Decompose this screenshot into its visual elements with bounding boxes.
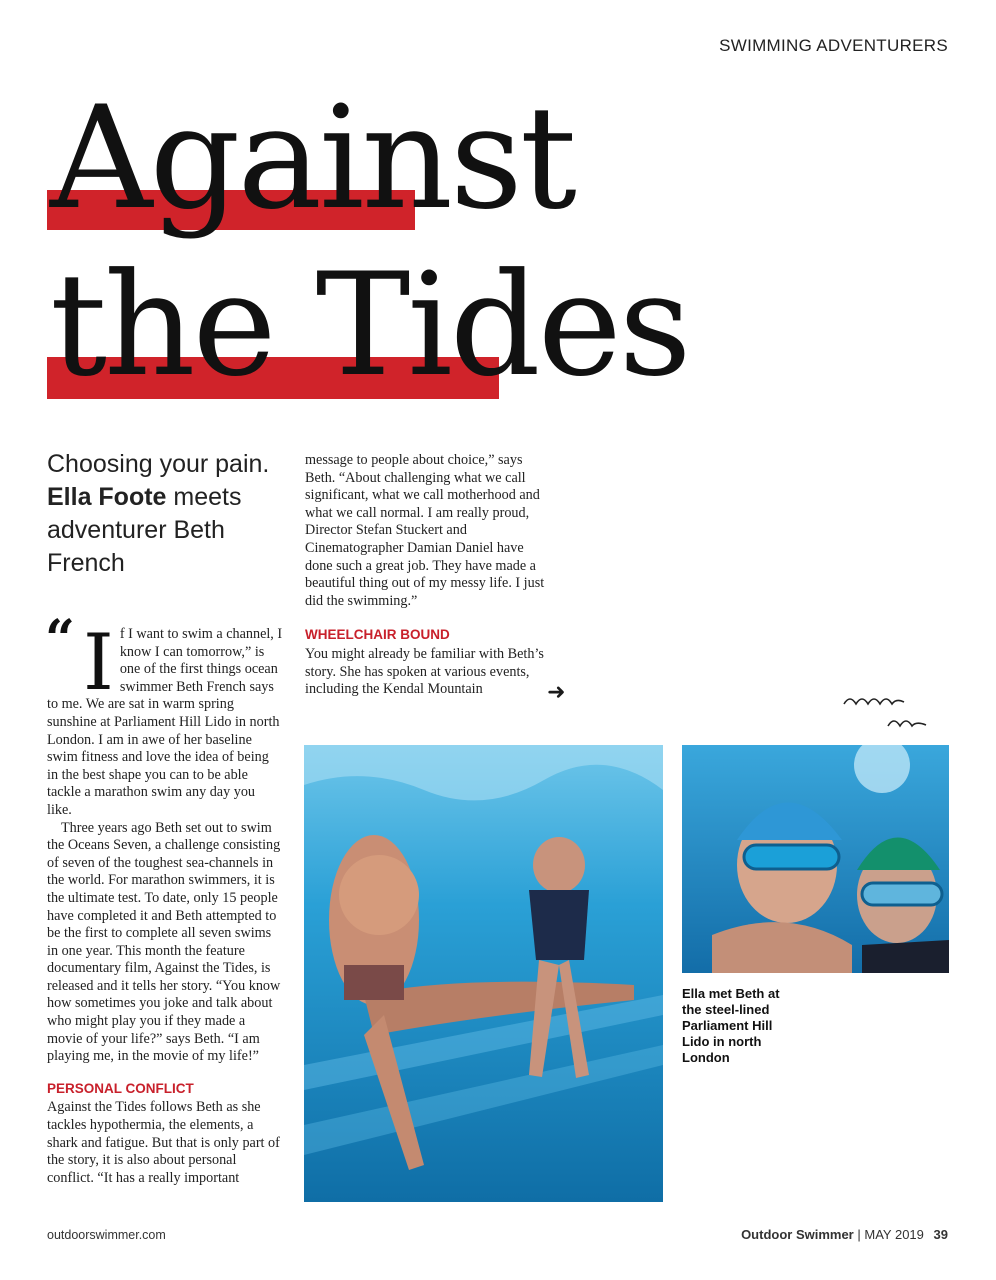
footer-separator: |	[857, 1227, 861, 1242]
footer-issue-info	[741, 1227, 948, 1242]
standfirst-lead: Choosing your pain.	[47, 450, 270, 478]
subhead-wheelchair-bound: WHEELCHAIR BOUND	[305, 627, 450, 643]
paragraph-1: f I want to swim a channel, I know I can tomorrow,” is one of the first things ocean swimmer Beth French says to me. We are sat in warm spring sunshine at Parliament Hill Lido in north London. I am in awe of her baseline swim fitness and love the idea of being in the best shape you can to be able tackle a marathon swim any day you like.	[47, 626, 283, 818]
page-number: 39	[933, 1227, 948, 1242]
article-column-1	[45, 609, 283, 1187]
underwater-swimmers-photo	[304, 745, 663, 1202]
arrow-right-icon: ➜	[547, 680, 566, 705]
footer-magazine: Outdoor Swimmer	[741, 1227, 854, 1242]
dropcap-quote: “	[45, 609, 75, 670]
paragraph-5: You might already be familiar with Beth’s story. She has spoken at various events, including the Kendal Mountain	[305, 645, 544, 698]
author-name: Ella Foote	[47, 483, 167, 511]
article-column-2	[305, 452, 545, 699]
footer-website: outdoorswimmer.com	[47, 1228, 166, 1242]
paragraph-4: message to people about choice,” says Beth. “About challenging what we call significant, what we call motherhood and what we call normal. I am really proud, Director Stefan Stuckert and Cinematographer Damian Daniel have done such a great job. They have made a beautiful thing out of my messy life. I just did the swimming.”	[305, 452, 545, 609]
subhead-personal-conflict: PERSONAL CONFLICT	[47, 1080, 194, 1096]
paragraph-2: Three years ago Beth set out to swim the Oceans Seven, a challenge consisting of seven of the toughest sea-channels in the world. For marathon swimmers, it is the ultimate test. To date, only 15 people have completed it and Beth attempted to be the first to complete all seven swims in one year. This month the feature documentary film, Against the Tides, is released and it tells her story. “You know how sometimes you joke and talk about who might play you if they made a movie of your life?” says Beth. “I am playing me, in the movie of my life!”	[47, 819, 281, 1065]
standfirst-rest: meets adventurer Beth French	[47, 483, 242, 577]
swimmers-selfie-photo	[682, 745, 949, 973]
title-line-1: Against	[50, 76, 574, 241]
standfirst	[47, 448, 287, 580]
photo-caption: Ella met Beth at the steel-lined Parliament Hill Lido in north London	[682, 986, 780, 1065]
dropcap-letter: I	[83, 618, 114, 708]
title-line-2: the Tides	[50, 243, 689, 408]
paragraph-3: Against the Tides follows Beth as she tackles hypothermia, the elements, a shark and fatigue. But that is only part of the story, it is also about personal conflict. “It has a really important	[47, 1099, 280, 1186]
wave-doodle-icon	[840, 686, 940, 731]
footer-issue: MAY 2019	[864, 1227, 924, 1242]
section-label: SWIMMING ADVENTURERS	[719, 36, 948, 55]
